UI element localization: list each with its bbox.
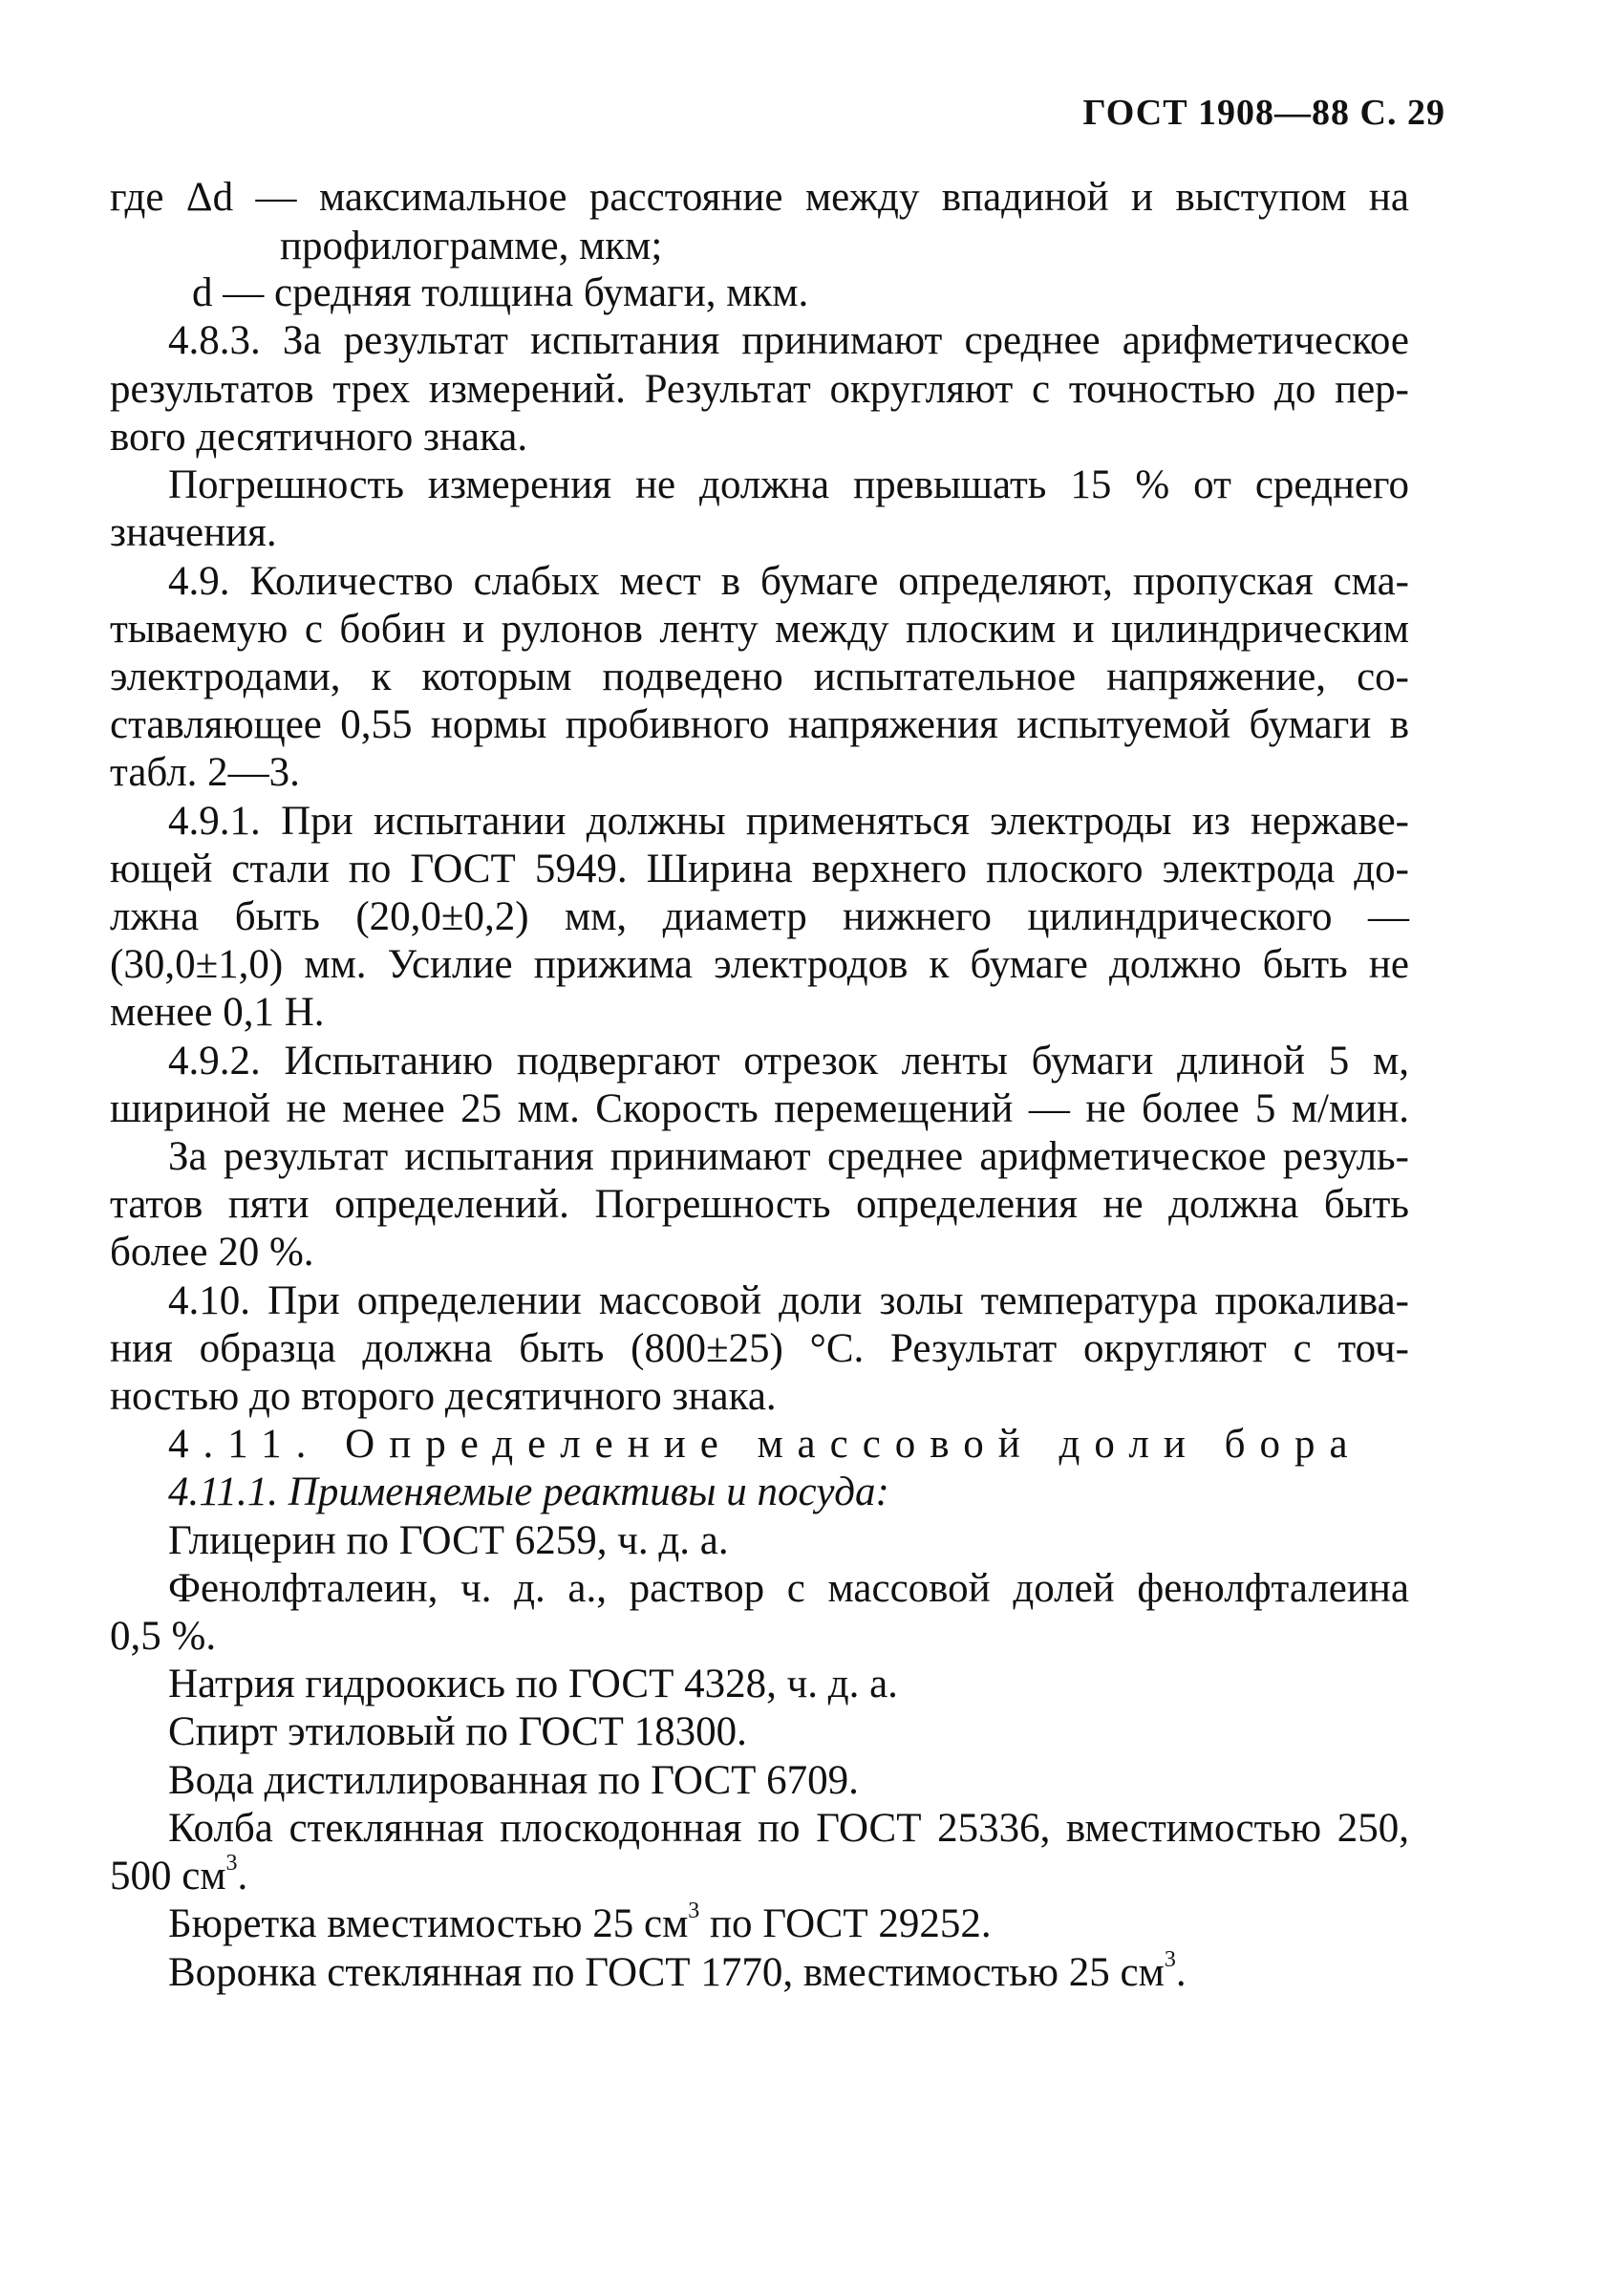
paragraph-line: 4.10. При определении массовой доли золы температура прокалива-	[168, 1278, 1409, 1323]
paragraph-line: 4.9.2. Испытанию подвергают отрезок ленты бумаги длиной 5 м,	[168, 1039, 1409, 1084]
text-fragment: .	[1175, 1950, 1187, 1995]
text-fragment: по ГОСТ 29252.	[699, 1901, 992, 1946]
text-fragment: 500 см	[110, 1854, 226, 1899]
list-item	[168, 1899, 992, 1946]
paragraph-line: лжна быть (20,0±0,2) мм, диаметр нижнего цилиндрического —	[110, 894, 1409, 939]
paragraph-line: более 20 %.	[110, 1230, 314, 1275]
paragraph-line: табл. 2—3.	[110, 750, 300, 795]
superscript: 3	[688, 1899, 700, 1923]
paragraph-line: татов пяти определений. Погрешность определения не должна быть	[110, 1182, 1409, 1227]
paragraph-line: менее 0,1 Н.	[110, 990, 325, 1035]
section-heading: 4.11. Определение массовой доли бора	[168, 1422, 1362, 1467]
paragraph-line: ющей стали по ГОСТ 5949. Ширина верхнего плоского электрода до-	[110, 847, 1409, 891]
paragraph-line: значения.	[110, 510, 277, 555]
superscript: 3	[225, 1851, 238, 1876]
paragraph-line: шириной не менее 25 мм. Скорость перемещений — не более 5 м/мин.	[110, 1086, 1409, 1131]
list-item-continuation	[110, 1851, 248, 1899]
list-item-continuation: 0,5 %.	[110, 1614, 217, 1659]
paragraph-line: электродами, к которым подведено испытательное напряжение, со-	[110, 654, 1409, 699]
paragraph-line: (30,0±1,0) мм. Усилие прижима электродов к бумаге должно быть не	[110, 942, 1409, 987]
paragraph-line: где Δd — максимальное расстояние между впадиной и выступом на	[110, 175, 1409, 220]
subsection-heading: 4.11.1. Применяемые реактивы и посуда:	[168, 1470, 889, 1514]
paragraph-line: 4.9.1. При испытании должны применяться электроды из нержаве-	[168, 799, 1409, 844]
paragraph-line: тываемую с бобин и рулонов ленту между плоским и цилиндрическим	[110, 607, 1409, 652]
list-item: Колба стеклянная плоскодонная по ГОСТ 25336, вместимостью 250,	[168, 1806, 1409, 1851]
paragraph-line: вого десятичного знака.	[110, 415, 528, 460]
paragraph-line: ставляющее 0,55 нормы пробивного напряжения испытуемой бумаги в	[110, 702, 1409, 747]
paragraph-line: Погрешность измерения не должна превышать 15 % от среднего	[168, 462, 1409, 507]
list-item: Фенолфталеин, ч. д. а., раствор с массовой долей фенолфталеина	[168, 1566, 1409, 1611]
paragraph-line: ностью до второго десятичного знака.	[110, 1374, 777, 1419]
superscript: 3	[1164, 1947, 1176, 1972]
text-fragment: Бюретка вместимостью 25 см	[168, 1901, 689, 1946]
paragraph-line: ния образца должна быть (800±25) °С. Результат округляют с точ-	[110, 1326, 1409, 1371]
list-item: Вода дистиллированная по ГОСТ 6709.	[168, 1758, 859, 1803]
paragraph-line: результатов трех измерений. Результат округляют с точностью до пер-	[110, 367, 1409, 412]
paragraph-line: 4.9. Количество слабых мест в бумаге определяют, пропуская сма-	[168, 559, 1409, 604]
list-item: Натрия гидроокись по ГОСТ 4328, ч. д. а.	[168, 1662, 898, 1706]
paragraph-line: d — средняя толщина бумаги, мкм.	[192, 270, 809, 315]
paragraph-line: За результат испытания принимают среднее арифметическое резуль-	[168, 1134, 1409, 1179]
list-item	[168, 1947, 1187, 1995]
text-fragment: Воронка стеклянная по ГОСТ 1770, вместимостью 25 см	[168, 1950, 1165, 1995]
list-item: Глицерин по ГОСТ 6259, ч. д. а.	[168, 1518, 729, 1563]
page-header: ГОСТ 1908—88 С. 29	[1082, 93, 1445, 133]
paragraph-line: профилограмме, мкм;	[280, 224, 663, 268]
list-item: Спирт этиловый по ГОСТ 18300.	[168, 1709, 747, 1754]
paragraph-line: 4.8.3. За результат испытания принимают среднее арифметическое	[168, 318, 1409, 363]
text-fragment: .	[237, 1854, 248, 1899]
